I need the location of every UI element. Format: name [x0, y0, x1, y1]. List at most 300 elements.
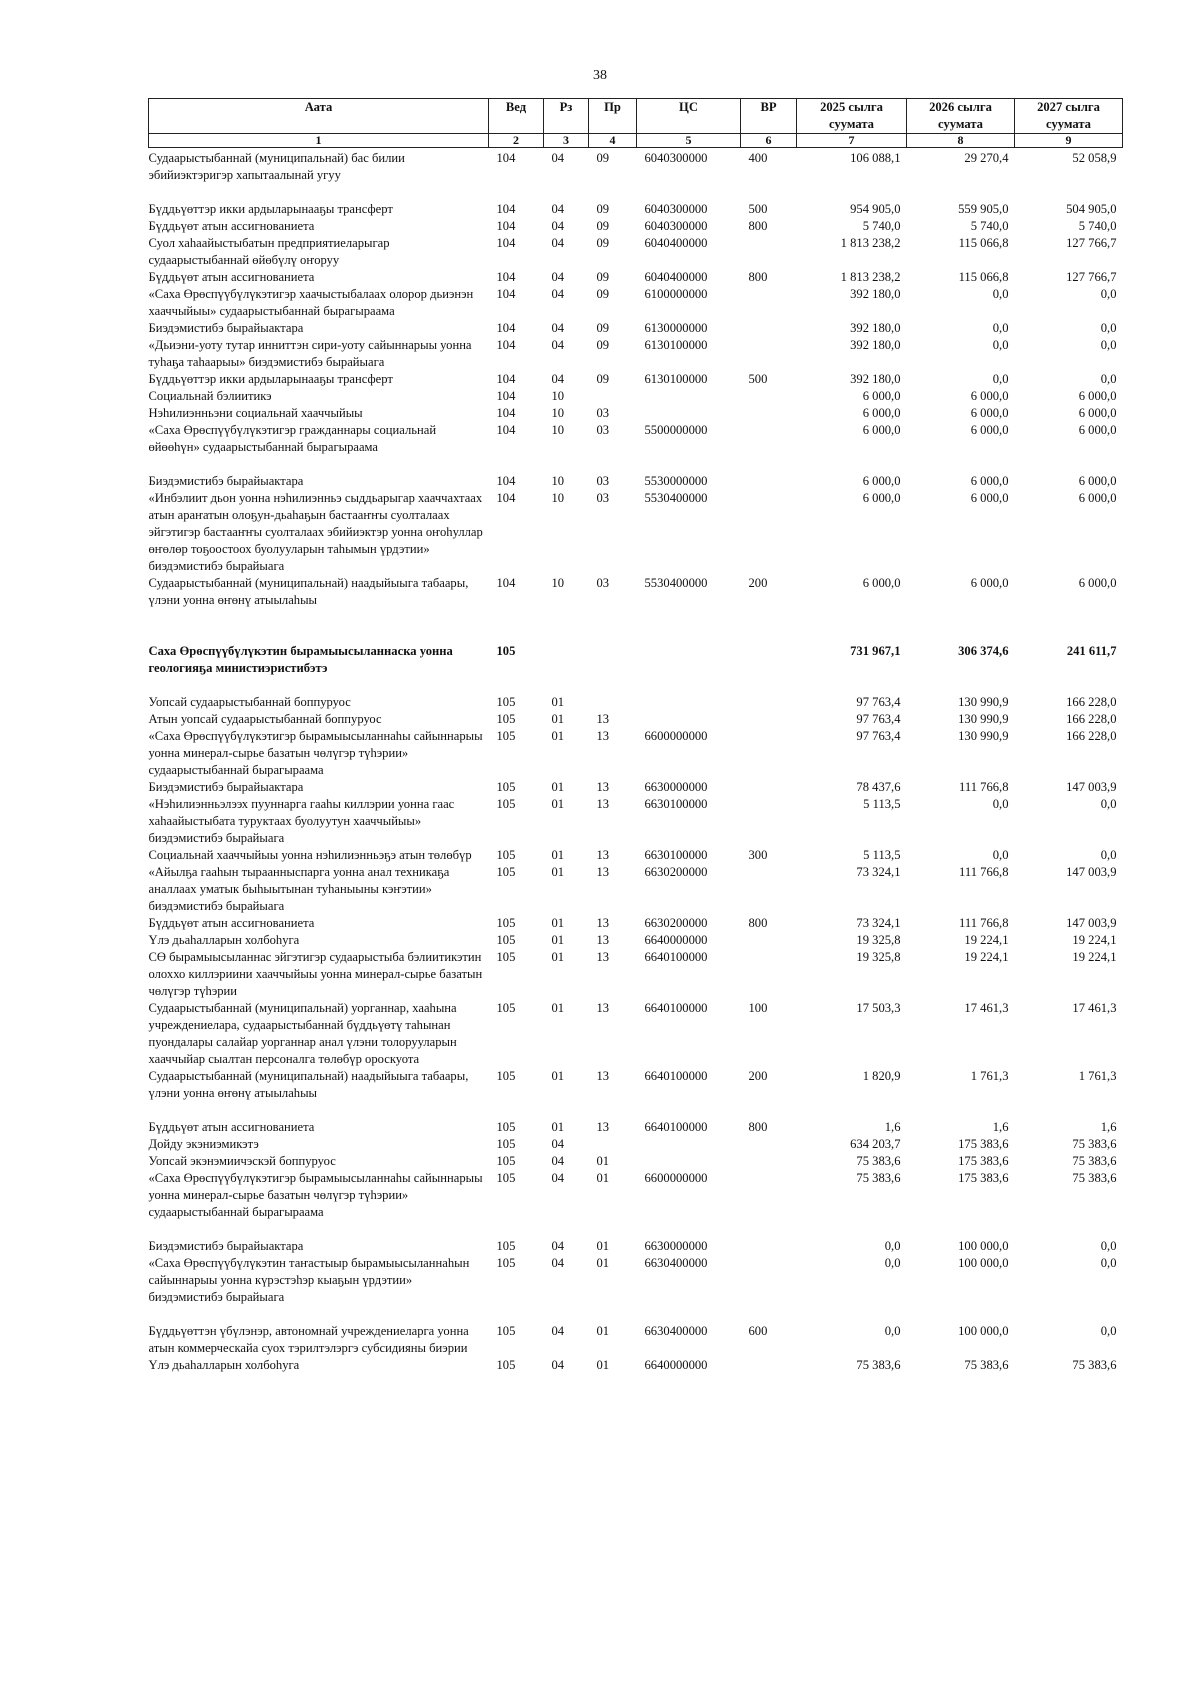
cell-2026: 0,0: [992, 372, 1009, 386]
table-row: [149, 269, 1123, 286]
cell-vr: 400: [748, 151, 768, 165]
cell-pr: [589, 388, 637, 405]
cell-rz: [544, 643, 589, 694]
cell-rz: 01: [551, 1069, 565, 1083]
cell-2027: 75 383,6: [1072, 1137, 1117, 1151]
header-name: Аата: [149, 99, 489, 134]
cell-2025: 97 763,4: [856, 729, 901, 743]
cell-2025: 6 000,0: [862, 389, 901, 403]
cell-cs: 6040400000: [644, 270, 708, 284]
cell-rz: 01: [551, 729, 565, 743]
cell-2025: 106 088,1: [850, 151, 901, 165]
cell-cs: 5530000000: [644, 474, 708, 488]
table-row: [149, 711, 1123, 728]
header-2025: 2025 сылга суумата: [797, 99, 907, 134]
cell-ved: 105: [496, 797, 516, 811]
cell-cs: 6640100000: [644, 1120, 708, 1134]
cell-ved: 105: [496, 1120, 516, 1134]
cell-rz: 04: [551, 1358, 565, 1372]
cell-pr: 13: [596, 797, 610, 811]
cell-cs: 6630000000: [644, 1239, 708, 1253]
cell-name: Бүддьүөттэр икки ардыларынааҕы трансферт: [148, 202, 393, 216]
cell-vr: 300: [748, 848, 768, 862]
cell-cs: 6630100000: [644, 848, 708, 862]
cell-cs: 6640100000: [644, 1069, 708, 1083]
cell-name: Бүддьүөт атын ассигнованиета: [148, 1120, 315, 1134]
cell-rz: 04: [551, 287, 565, 301]
cell-2025: 392 180,0: [850, 372, 901, 386]
cell-name: Дойду экэниэмикэтэ: [148, 1137, 259, 1151]
cell-rz: 01: [551, 712, 565, 726]
header-rz: Рз: [544, 99, 589, 134]
cell-ved: 104: [496, 287, 516, 301]
cell-cs: 6600000000: [644, 729, 708, 743]
cell-2027: 504 905,0: [1066, 202, 1117, 216]
cell-rz: 04: [551, 321, 565, 335]
cell-vr: [741, 1170, 797, 1238]
cell-ved: 104: [496, 321, 516, 335]
table-row: [149, 779, 1123, 796]
column-index: 6: [741, 134, 797, 148]
cell-cs: 6630400000: [644, 1256, 708, 1270]
cell-pr: 13: [596, 865, 610, 879]
cell-name: «Инбэлиит дьон уонна нэһилиэнньэ сыддьарыгар хааччахтаах атын араҥатын олоҕун-дьаһаҕын бастааҥҥы суолталаах эйгэтигэр бастааҥҥы суолталаах эбийиэктэр уонна оҥоһуллар өҥөлөр тоҕоостоох буолууларын таһымын үрдэтии» биэдэмистибэ бырайыага: [148, 491, 483, 573]
cell-name: Үлэ дьаһалларын холбоһуга: [148, 933, 300, 947]
cell-2025: 19 325,8: [856, 933, 901, 947]
header-2026: 2026 сылга суумата: [907, 99, 1015, 134]
cell-rz: 04: [551, 151, 565, 165]
cell-pr: 09: [596, 338, 610, 352]
table-row: [149, 218, 1123, 235]
cell-2026: 29 270,4: [964, 151, 1009, 165]
cell-vr: [741, 932, 797, 949]
cell-vr: [741, 1357, 797, 1374]
budget-table: [148, 98, 1123, 1374]
cell-pr: 01: [596, 1154, 610, 1168]
cell-pr: 03: [596, 576, 610, 590]
cell-ved: 105: [496, 695, 516, 709]
cell-cs: 6630200000: [644, 916, 708, 930]
table-row: [149, 915, 1123, 932]
cell-cs: 6630100000: [644, 797, 708, 811]
table-row: [149, 864, 1123, 915]
cell-cs: [637, 388, 741, 405]
cell-cs: [637, 405, 741, 422]
cell-name: Бүддьүөттэн үбүлэнэр, автономнай учреждениеларга уонна атын коммерческайа суох тэрилтэлэргэ субсидияны биэрии: [148, 1324, 469, 1355]
cell-rz: 01: [551, 1120, 565, 1134]
cell-2026: 6 000,0: [970, 389, 1009, 403]
cell-2026: 19 224,1: [964, 933, 1009, 947]
cell-2027: 0,0: [1100, 1239, 1117, 1253]
cell-vr: 800: [748, 1120, 768, 1134]
cell-2027: 166 228,0: [1066, 729, 1117, 743]
cell-rz: 10: [551, 576, 565, 590]
table-row: [149, 320, 1123, 337]
cell-vr: [741, 235, 797, 269]
cell-2025: 392 180,0: [850, 338, 901, 352]
column-index: 7: [797, 134, 907, 148]
cell-rz: 04: [551, 202, 565, 216]
cell-pr: 13: [596, 729, 610, 743]
cell-vr: 200: [748, 1069, 768, 1083]
cell-pr: 03: [596, 491, 610, 505]
cell-name: «Саха Өрөспүүбүлүкэтигэр бырамыысыланнаһы сайыннарыы уонна минерал-сырье базатын чөлүгэр түһэрии» судаарыстыбаннай бырагыраама: [148, 729, 483, 777]
cell-2027: 6 000,0: [1078, 474, 1117, 488]
cell-cs: [637, 694, 741, 711]
cell-vr: [741, 728, 797, 779]
cell-name: «Дьиэни-уоту тутар инниттэн сири-уоту сайыннарыы уонна туһаҕа таһаарыы» биэдэмистибэ бырайыага: [148, 338, 472, 369]
cell-pr: [589, 643, 637, 694]
cell-ved: 105: [496, 1137, 516, 1151]
cell-2026: 175 383,6: [958, 1154, 1009, 1168]
cell-cs: 6130100000: [644, 372, 708, 386]
table-row: [149, 1357, 1123, 1374]
cell-rz: 10: [551, 491, 565, 505]
cell-2026: 130 990,9: [958, 729, 1009, 743]
cell-ved: 104: [496, 406, 516, 420]
cell-ved: 105: [496, 1256, 516, 1270]
cell-2027: 241 611,7: [1066, 644, 1117, 658]
cell-cs: 6100000000: [644, 287, 708, 301]
cell-2027: 19 224,1: [1072, 933, 1117, 947]
table-row: [149, 473, 1123, 490]
cell-name: Атын уопсай судаарыстыбаннай боппуруос: [148, 712, 382, 726]
cell-vr: [741, 796, 797, 847]
cell-2027: 0,0: [1100, 372, 1117, 386]
cell-pr: 13: [596, 1069, 610, 1083]
cell-rz: 10: [551, 389, 565, 403]
cell-2026: 175 383,6: [958, 1171, 1009, 1185]
cell-ved: 104: [496, 474, 516, 488]
cell-2026: 111 766,8: [959, 780, 1009, 794]
cell-vr: 200: [748, 576, 768, 590]
cell-name: Судаарыстыбаннай (муниципальнай) уорганнар, хааһына учреждениелара, судаарыстыбаннай бүддьүөтү таһынан пуондалары салайар уорганнар анал үлэни толорууларын хааччыйар сыалтан персоналга төлөбүр ороскуота: [148, 1001, 457, 1066]
cell-name: Социальнай бэлиитикэ: [148, 389, 272, 403]
cell-rz: 04: [551, 372, 565, 386]
cell-name: Бүддьүөт атын ассигнованиета: [148, 270, 315, 284]
cell-vr: 500: [748, 202, 768, 216]
cell-rz: 01: [551, 865, 565, 879]
cell-pr: 03: [596, 474, 610, 488]
cell-name: Биэдэмистибэ бырайыактара: [148, 1239, 304, 1253]
cell-vr: 800: [748, 219, 768, 233]
column-index: 2: [489, 134, 544, 148]
cell-pr: 13: [596, 916, 610, 930]
column-index: 4: [589, 134, 637, 148]
cell-rz: 10: [551, 406, 565, 420]
table-row: [149, 1153, 1123, 1170]
cell-pr: 09: [596, 219, 610, 233]
cell-name: Судаарыстыбаннай (муниципальнай) наадыйыыга табаары, үлэни уонна өҥөнү атыылаһыы: [148, 576, 469, 607]
cell-2027: 6 000,0: [1078, 406, 1117, 420]
table-row: [149, 949, 1123, 1000]
cell-2025: 17 503,3: [856, 1001, 901, 1015]
cell-2025: 0,0: [884, 1256, 901, 1270]
cell-pr: 09: [596, 321, 610, 335]
cell-2026: 0,0: [992, 338, 1009, 352]
table-row: [149, 1170, 1123, 1238]
cell-2027: 5 740,0: [1078, 219, 1117, 233]
cell-cs: 6630200000: [644, 865, 708, 879]
cell-rz: 01: [551, 1001, 565, 1015]
cell-2026: 0,0: [992, 797, 1009, 811]
cell-2027: 0,0: [1100, 848, 1117, 862]
header-ved: Вед: [489, 99, 544, 134]
cell-ved: 104: [496, 338, 516, 352]
cell-2025: 73 324,1: [856, 916, 901, 930]
table-row: [149, 337, 1123, 371]
cell-2025: 0,0: [884, 1239, 901, 1253]
cell-vr: 600: [748, 1324, 768, 1338]
cell-vr: [741, 286, 797, 320]
column-index: 5: [637, 134, 741, 148]
cell-ved: 105: [496, 916, 516, 930]
cell-ved: 105: [496, 1171, 516, 1185]
cell-2026: 100 000,0: [958, 1239, 1009, 1253]
table-row: [149, 1136, 1123, 1153]
table-row: [149, 1323, 1123, 1357]
cell-vr: [741, 1255, 797, 1323]
cell-name: «Айылҕа гааһын тыраанныспарга уонна анал техникаҕа аналлаах уматык быһыытынан туһаныыны кэҥэтии» биэдэмистибэ бырайыага: [148, 865, 450, 913]
cell-2026: 306 374,6: [958, 644, 1009, 658]
cell-2027: 127 766,7: [1066, 270, 1117, 284]
cell-2027: 6 000,0: [1078, 423, 1117, 437]
cell-rz: 01: [551, 797, 565, 811]
column-index: 8: [907, 134, 1015, 148]
cell-rz: 01: [551, 916, 565, 930]
table-row: [149, 728, 1123, 779]
cell-ved: 105: [496, 1069, 516, 1083]
cell-2026: 111 766,8: [959, 865, 1009, 879]
cell-vr: 800: [748, 916, 768, 930]
cell-pr: 13: [596, 848, 610, 862]
cell-cs: 5530400000: [644, 576, 708, 590]
cell-2026: 130 990,9: [958, 695, 1009, 709]
cell-name: «Нэһилиэнньэлээх пууннарга гааһы киллэрии уонна гаас хаһаайыстыбата туруктаах буолуутун хааччыйыы» биэдэмистибэ бырайыага: [148, 797, 455, 845]
cell-cs: 6640100000: [644, 950, 708, 964]
cell-2027: 0,0: [1100, 797, 1117, 811]
cell-name: Биэдэмистибэ бырайыактара: [148, 321, 304, 335]
cell-vr: 100: [748, 1001, 768, 1015]
table-row: [149, 235, 1123, 269]
cell-pr: 09: [596, 202, 610, 216]
header-2027: 2027 сылга суумата: [1015, 99, 1123, 134]
cell-cs: 6040300000: [644, 151, 708, 165]
cell-ved: 105: [496, 1358, 516, 1372]
cell-2027: 0,0: [1100, 287, 1117, 301]
cell-pr: 03: [596, 406, 610, 420]
cell-2025: 75 383,6: [856, 1358, 901, 1372]
cell-name: СӨ бырамыысыланнас эйгэтигэр судаарыстыба бэлиитикэтин олоххо киллэриини хааччыйыы уонна минерал-сырье базатын чөлүгэр түһэрии: [148, 950, 483, 998]
cell-vr: [741, 337, 797, 371]
table-row: [149, 796, 1123, 847]
cell-vr: [741, 1238, 797, 1255]
cell-rz: 04: [551, 1239, 565, 1253]
cell-2025: 97 763,4: [856, 695, 901, 709]
cell-rz: 04: [551, 1137, 565, 1151]
cell-ved: 105: [496, 1324, 516, 1338]
cell-2026: 6 000,0: [970, 474, 1009, 488]
table-row: [149, 388, 1123, 405]
cell-pr: 01: [596, 1239, 610, 1253]
cell-pr: 09: [596, 287, 610, 301]
cell-2025: 6 000,0: [862, 491, 901, 505]
cell-ved: 104: [496, 202, 516, 216]
cell-cs: 5530400000: [644, 491, 708, 505]
cell-cs: 6130100000: [644, 338, 708, 352]
cell-2027: 0,0: [1100, 338, 1117, 352]
cell-cs: 6640000000: [644, 1358, 708, 1372]
cell-ved: 105: [496, 1239, 516, 1253]
cell-2025: 0,0: [884, 1324, 901, 1338]
cell-cs: 6040400000: [644, 236, 708, 250]
cell-2025: 75 383,6: [856, 1154, 901, 1168]
cell-2027: 75 383,6: [1072, 1358, 1117, 1372]
cell-2027: 6 000,0: [1078, 389, 1117, 403]
cell-cs: 6630400000: [644, 1324, 708, 1338]
cell-ved: 105: [496, 712, 516, 726]
cell-name: «Саха Өрөспүүбүлүкэтигэр хаачыстыбалаах олорор дьиэнэн хааччыйыы» судаарыстыбаннай бырагыраама: [148, 287, 474, 318]
table-row: [149, 932, 1123, 949]
cell-ved: 105: [496, 729, 516, 743]
cell-2027: 0,0: [1100, 1256, 1117, 1270]
cell-2026: 175 383,6: [958, 1137, 1009, 1151]
cell-vr: [741, 473, 797, 490]
cell-2027: 127 766,7: [1066, 236, 1117, 250]
cell-pr: 13: [596, 780, 610, 794]
table-row: [149, 1068, 1123, 1119]
cell-vr: [741, 711, 797, 728]
cell-ved: 104: [496, 576, 516, 590]
table-row: [149, 694, 1123, 711]
cell-name: «Саха Өрөспүүбүлүкэтигэр бырамыысыланнаһы сайыннарыы уонна минерал-сырье базатын чөлүгэр түһэрии» судаарыстыбаннай бырагыраама: [148, 1171, 483, 1219]
cell-2025: 1,6: [884, 1120, 901, 1134]
cell-2026: 0,0: [992, 848, 1009, 862]
cell-2025: 97 763,4: [856, 712, 901, 726]
cell-2025: 731 967,1: [850, 644, 901, 658]
cell-name: Бүддьүөттэр икки ардыларынааҕы трансферт: [148, 372, 393, 386]
header-row: [149, 99, 1123, 134]
cell-ved: 105: [496, 1154, 516, 1168]
cell-pr: 01: [596, 1256, 610, 1270]
cell-vr: [741, 1153, 797, 1170]
cell-2026: 100 000,0: [958, 1256, 1009, 1270]
cell-vr: [741, 694, 797, 711]
cell-pr: 13: [596, 712, 610, 726]
cell-ved: 104: [496, 389, 516, 403]
cell-vr: [741, 643, 797, 694]
cell-pr: [589, 694, 637, 711]
column-index: 3: [544, 134, 589, 148]
cell-2027: 52 058,9: [1072, 151, 1117, 165]
cell-rz: 01: [551, 695, 565, 709]
cell-rz: 04: [551, 219, 565, 233]
cell-2025: 19 325,8: [856, 950, 901, 964]
cell-vr: [741, 422, 797, 473]
cell-2025: 6 000,0: [862, 423, 901, 437]
column-index-row: [149, 134, 1123, 148]
cell-pr: 01: [596, 1171, 610, 1185]
cell-pr: 09: [596, 236, 610, 250]
cell-cs: 6600000000: [644, 1171, 708, 1185]
cell-cs: [637, 1153, 741, 1170]
cell-vr: [741, 388, 797, 405]
cell-2025: 5 740,0: [862, 219, 901, 233]
cell-2027: 166 228,0: [1066, 712, 1117, 726]
cell-2025: 5 113,5: [863, 797, 901, 811]
cell-2027: 147 003,9: [1066, 780, 1117, 794]
cell-2025: 75 383,6: [856, 1171, 901, 1185]
cell-pr: [589, 1136, 637, 1153]
table-row: [149, 201, 1123, 218]
cell-rz: 10: [551, 423, 565, 437]
cell-vr: 500: [748, 372, 768, 386]
cell-2027: 1,6: [1100, 1120, 1117, 1134]
cell-vr: [741, 864, 797, 915]
cell-2026: 5 740,0: [970, 219, 1009, 233]
table-row: [149, 422, 1123, 473]
cell-pr: 01: [596, 1358, 610, 1372]
cell-vr: [741, 490, 797, 575]
cell-vr: [741, 1136, 797, 1153]
cell-2026: 19 224,1: [964, 950, 1009, 964]
cell-ved: 105: [496, 644, 516, 658]
cell-2027: 0,0: [1100, 1324, 1117, 1338]
table-row: [149, 371, 1123, 388]
cell-name: Судаарыстыбаннай (муниципальнай) бас билии эбийиэктэригэр хапытаалынай угуу: [148, 151, 405, 182]
cell-cs: [637, 711, 741, 728]
cell-2025: 6 000,0: [862, 406, 901, 420]
cell-2027: 147 003,9: [1066, 865, 1117, 879]
column-index: 1: [149, 134, 489, 148]
cell-cs: 6630000000: [644, 780, 708, 794]
cell-pr: 09: [596, 372, 610, 386]
cell-name: Судаарыстыбаннай (муниципальнай) наадыйыыга табаары, үлэни уонна өҥөнү атыылаһыы: [148, 1069, 469, 1100]
cell-2027: 6 000,0: [1078, 576, 1117, 590]
cell-2027: 6 000,0: [1078, 491, 1117, 505]
cell-name: Уопсай экэнэмиичэскэй боппуруос: [148, 1154, 336, 1168]
cell-ved: 105: [496, 865, 516, 879]
cell-2027: 166 228,0: [1066, 695, 1117, 709]
table-row: [149, 1255, 1123, 1323]
header-vr: ВР: [741, 99, 797, 134]
cell-name: Суол хаһаайыстыбатын предприятиеларыгар судаарыстыбаннай өйөбүлү оҥоруу: [148, 236, 390, 267]
cell-2026: 1 761,3: [970, 1069, 1009, 1083]
table-row: [149, 575, 1123, 643]
table-row: [149, 148, 1123, 202]
cell-ved: 105: [496, 933, 516, 947]
cell-cs: 6040300000: [644, 202, 708, 216]
cell-rz: 01: [551, 933, 565, 947]
cell-cs: [637, 643, 741, 694]
cell-name: Уопсай судаарыстыбаннай боппуруос: [148, 695, 351, 709]
cell-cs: 6640100000: [644, 1001, 708, 1015]
cell-2026: 6 000,0: [970, 406, 1009, 420]
cell-cs: 6640000000: [644, 933, 708, 947]
cell-2025: 6 000,0: [862, 576, 901, 590]
cell-pr: 09: [596, 270, 610, 284]
cell-2025: 392 180,0: [850, 287, 901, 301]
cell-2026: 0,0: [992, 287, 1009, 301]
header-cs: ЦС: [637, 99, 741, 134]
cell-cs: 5500000000: [644, 423, 708, 437]
cell-2027: 75 383,6: [1072, 1154, 1117, 1168]
cell-ved: 104: [496, 423, 516, 437]
cell-name: Бүддьүөт атын ассигнованиета: [148, 916, 315, 930]
cell-ved: 104: [496, 491, 516, 505]
header-pr: Пр: [589, 99, 637, 134]
cell-2026: 6 000,0: [970, 423, 1009, 437]
